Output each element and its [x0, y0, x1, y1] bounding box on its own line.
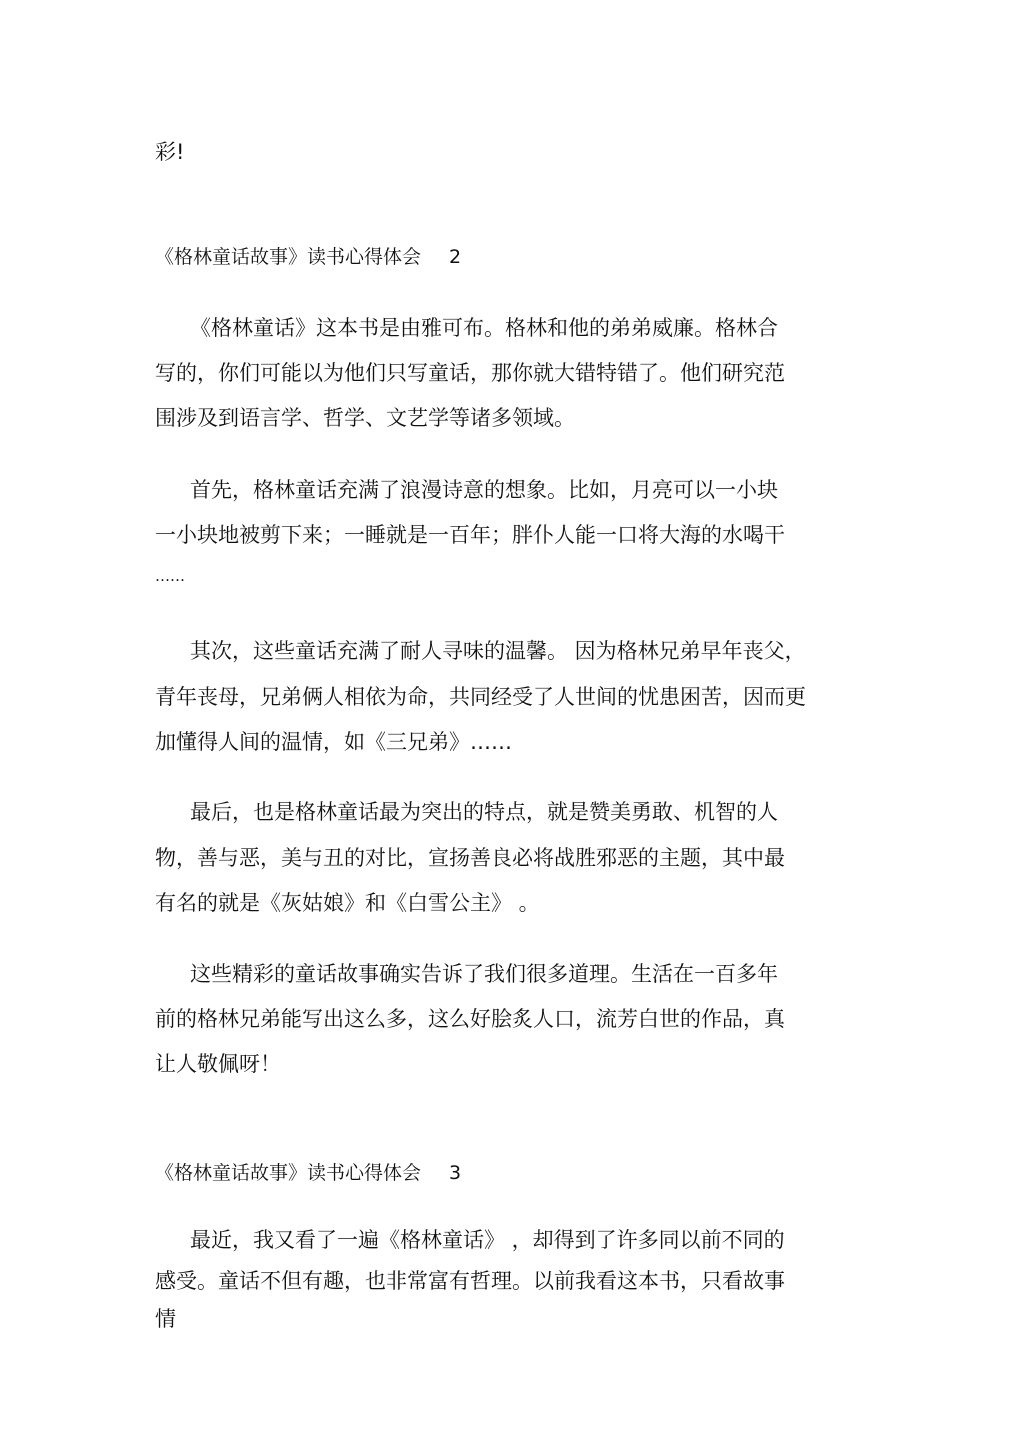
paragraph-line: 让人敬佩呀！ [155, 1052, 281, 1076]
paragraph-line: 感受。童话不但有趣，也非常富有哲理。以前我看这本书，只看故事 [155, 1269, 785, 1293]
paragraph-line: 最近，我又看了一遍《格林童话》 ，却得到了许多同以前不同的 [190, 1228, 785, 1252]
text-fragment: 彩! [155, 140, 185, 164]
paragraph-line: …… [155, 567, 185, 585]
paragraph-line: 情 [155, 1307, 176, 1331]
paragraph-line: 围涉及到语言学、哲学、文艺学等诸多领域。 [155, 406, 575, 430]
section-number: 3 [449, 1162, 462, 1184]
paragraph-line: 一小块地被剪下来；一睡就是一百年；胖仆人能一口将大海的水喝干 [155, 523, 785, 547]
section-heading [155, 243, 461, 271]
paragraph-line: 物，善与恶，美与丑的对比，宣扬善良必将战胜邪恶的主题，其中最 [155, 846, 785, 870]
paragraph-line: 首先，格林童话充满了浪漫诗意的想象。比如，月亮可以一小块 [190, 478, 778, 502]
paragraph-line: 《格林童话》这本书是由雅可布。格林和他的弟弟威廉。格林合 [190, 316, 778, 340]
section-title: 《格林童话故事》读书心得体会 [155, 1162, 422, 1184]
paragraph-line: 其次，这些童话充满了耐人寻味的温馨。 因为格林兄弟早年丧父， [190, 639, 806, 663]
paragraph-line: 加懂得人间的温情，如《三兄弟》…… [155, 730, 512, 754]
paragraph-line: 写的，你们可能以为他们只写童话，那你就大错特错了。他们研究范 [155, 361, 785, 385]
paragraph-line: 有名的就是《灰姑娘》和《白雪公主》 。 [155, 891, 540, 915]
section-title: 《格林童话故事》读书心得体会 [155, 246, 422, 268]
paragraph-line: 这些精彩的童话故事确实告诉了我们很多道理。生活在一百多年 [190, 962, 778, 986]
paragraph-line: 前的格林兄弟能写出这么多，这么好脍炙人口，流芳白世的作品，真 [155, 1007, 785, 1031]
section-number: 2 [449, 246, 462, 268]
paragraph-line: 青年丧母，兄弟俩人相依为命，共同经受了人世间的忧患困苦，因而更 [155, 685, 806, 709]
section-heading [155, 1159, 461, 1187]
paragraph-line: 最后，也是格林童话最为突出的特点，就是赞美勇敢、机智的人 [190, 800, 778, 824]
